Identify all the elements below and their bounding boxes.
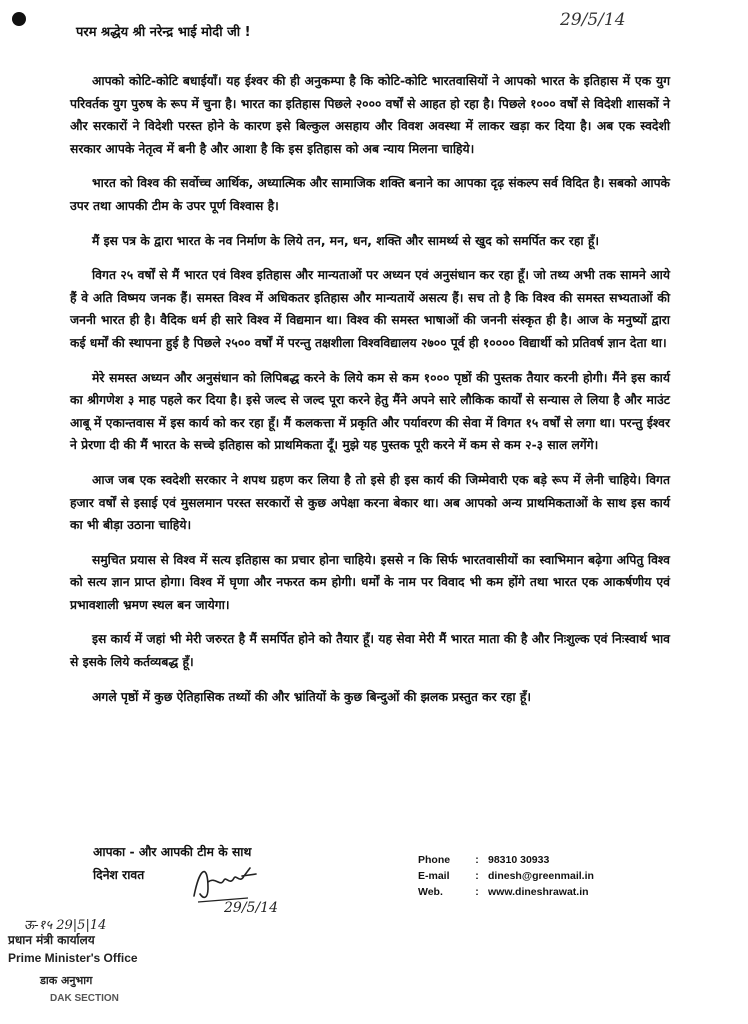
paragraph-9: अगले पृष्ठों में कुछ ऐतिहासिक तथ्यों की और भ्रांतियों के कुछ बिन्दुओं की झलक प्रस्तुत कर रहा हूँ।: [92, 689, 532, 704]
bullet-mark: [12, 12, 26, 26]
stamp-line-section: DAK SECTION: [50, 993, 119, 1004]
signature-date: 29/5/14: [224, 900, 278, 916]
paragraph-8: इस कार्य में जहां भी मेरी जरुरत है मैं समर्पित होने को तैयार हूँ। यह सेवा मेरी मैं भारत माता की है और निःशुल्क एवं निःस्वार्थ भाव से इसके लिये कर्तव्यबद्ध हूँ।: [70, 632, 670, 670]
paragraph-4: विगत २५ वर्षों से मैं भारत एवं विश्व इतिहास और मान्यताओं पर अध्यन एवं अनुसंधान कर रहा हूँ। जो तथ्य अभी तक सामने आये हैं वे अति विष्मय जनक हैं। समस्त विश्व में अधिकतर इतिहास और मान्यतायें असत्य हैं। सच तो है कि विश्व की समस्त सभ्यताओं की जननी भारत ही है। वैदिक धर्म ही सारे विश्व में विद्यमान था। विश्व की समस्त भाषाओं की जननी संस्कृत ही है। आज के मनुष्यों द्वारा कई धर्मों की स्थापना हुई है पिछले २५०० वर्षों में परन्तु तक्षशीला विश्वविद्यालय २७०० पूर्व ही १०००० विद्यार्थी को प्रतिवर्ष ज्ञान देता था।: [70, 268, 670, 350]
email-row: [418, 868, 594, 884]
paragraph-1: आपको कोटि-कोटि बधाईयाँ। यह ईश्वर की ही अनुकम्पा है कि कोटि-कोटि भारतवासियों ने आपको भारत के इतिहास में एक युग परिवर्तक युग पुरुष के रूप में चुना है। भारत का इतिहास पिछले २००० वर्षों से आहत हो रहा है। पिछले १००० वर्षों से विदेशी शासकों ने और सरकारों ने विदेशी परस्त होने के कारण इसे बिल्कुल असहाय और विवश अवस्था में लाकर खड़ा कर दिया है। अब एक स्वदेशी सरकार आपके नेतृत्व में बनी है और आशा है कि इस इतिहास को अब न्याय मिलना चाहिये।: [70, 74, 670, 156]
phone-value: 98310 30933: [488, 854, 550, 866]
stamp-line-dak: डाक अनुभाग: [40, 974, 93, 987]
web-label: Web.: [418, 886, 443, 898]
email-colon: :: [475, 870, 479, 882]
salutation: परम श्रद्धेय श्री नरेन्द्र भाई मोदी जी !: [76, 25, 251, 40]
handwritten-date: 29/5/14: [560, 10, 626, 30]
email-label: E-mail: [418, 870, 450, 882]
phone-label: Phone: [418, 854, 451, 866]
stamp-line-english: Prime Minister's Office: [8, 951, 138, 965]
paragraph-3: मैं इस पत्र के द्वारा भारत के नव निर्माण के लिये तन, मन, धन, शक्ति और सामर्थ्य से खुद को समर्पित कर रहा हूँ।: [92, 233, 600, 248]
contact-block: [418, 852, 594, 900]
email-value: dinesh@greenmail.in: [488, 870, 594, 882]
stamp-line-hindi: प्रधान मंत्री कार्यालय: [8, 933, 95, 947]
closing-line: आपका - और आपकी टीम के साथ: [93, 845, 252, 859]
phone-row: [418, 852, 594, 868]
letter-body: [70, 70, 670, 720]
paragraph-7: समुचित प्रयास से विश्व में सत्य इतिहास का प्रचार होना चाहिये। इससे न कि सिर्फ भारतवासीयों का स्वाभिमान बढ़ेगा अपितु विश्व को सत्य ज्ञान प्राप्त होगा। विश्व में घृणा और नफरत कम होगी। धर्मों के नाम पर विवाद भी कम होंगे तथा भारत एक आकर्षणीय एवं प्रभावशाली भ्रमण स्थल बन जायेगा।: [70, 552, 670, 612]
phone-colon: :: [475, 854, 479, 866]
paragraph-6: आज जब एक स्वदेशी सरकार ने शपथ ग्रहण कर लिया है तो इसे ही इस कार्य की जिम्मेवारी एक बड़े रूप में लेनी चाहिये। विगत हजार वर्षों से इसाई एवं मुसलमान परस्त सरकारों से कुछ अपेक्षा करना बेकार था। अब आपको अन्य प्राथमिकताओं के साथ इस कार्य का भी बीड़ा उठाना चाहिये।: [70, 472, 670, 533]
paragraph-2: भारत को विश्व की सर्वोच्च आर्थिक, अध्यात्मिक और सामाजिक शक्ति बनाने का आपका दृढ़ संकल्प सर्व विदित है। सबको आपके उपर तथा आपकी टीम के उपर पूर्ण विश्वास है।: [70, 176, 670, 213]
web-value: www.dineshrawat.in: [488, 886, 589, 898]
paragraph-5: मेरे समस्त अध्यन और अनुसंधान को लिपिबद्ध करने के लिये कम से कम १००० पृष्ठों की पुस्तक तैयार करनी होगी। मैंने इस कार्य का श्रीगणेश ३ माह पहले कर दिया है। इसे जल्द से जल्द पूरा करने हेतु मैंने अपने सारे लौकिक कार्यों से सन्यास ले लिया है और माउंट आबू में एकान्तवास में इस कार्य को कर रहा हूँ। मैं कलकत्ता में प्रकृति और पर्यावरण की सेवा में विगत १५ वर्षों से लगा था। परन्तु ईश्वर ने प्रेरणा दी की मैं भारत के सच्चे इतिहास को प्राथमिकता दूँ। मुझे यह पुस्तक पूरी करने में कम से कम २-३ साल लगेंगे।: [70, 370, 670, 453]
web-row: [418, 884, 594, 900]
sender-name: दिनेश रावत: [93, 868, 145, 882]
stamp-handwritten: ऊ-१५ 29|5|14: [24, 918, 107, 933]
web-colon: :: [475, 886, 479, 898]
